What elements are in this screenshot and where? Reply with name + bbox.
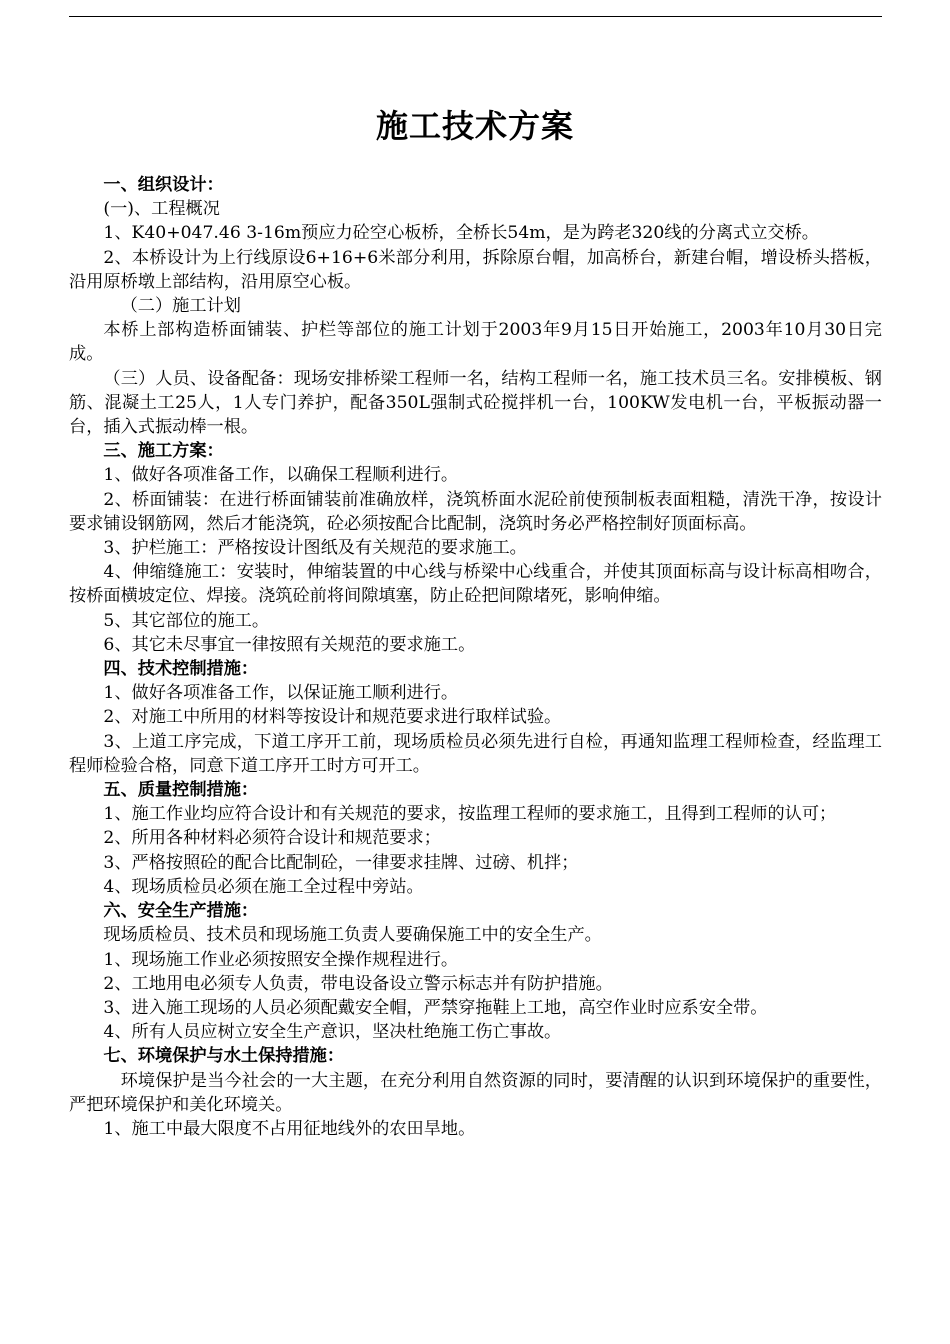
- paragraph: 1、做好各项准备工作，以确保工程顺利进行。: [103, 465, 459, 486]
- paragraph: 4、伸缩缝施工：安装时，伸缩装置的中心线与桥梁中心线重合，并使其顶面标高与设计标高相吻合，按桥面横坡定位、焊接。浇筑砼前将间隙填塞，防止砼把间隙堵死，影响伸缩。: [69, 562, 882, 607]
- paragraph: 6、其它未尽事宜一律按照有关规范的要求施工。: [103, 634, 476, 655]
- paragraph: 1、K40+047.46 3-16m预应力砼空心板桥，全桥长54m，是为跨老320线的分离式立交桥。: [103, 223, 819, 244]
- section-heading: 一、组织设计：: [103, 175, 224, 195]
- paragraph: 3、进入施工现场的人员必须配戴安全帽，严禁穿拖鞋上工地，高空作业时应系安全带。: [103, 997, 768, 1018]
- paragraph: 2、本桥设计为上行线原设6+16+6米部分利用，拆除原台帽，加高桥台，新建台帽，增设桥头搭板，沿用原桥墩上部结构，沿用原空心板。: [69, 247, 882, 292]
- paragraph: 环境保护是当今社会的一大主题，在充分利用自然资源的同时，要清醒的认识到环境保护的重要性，严把环境保护和美化环境关。: [69, 1070, 882, 1115]
- paragraph: 3、严格按照砼的配合比配制砼，一律要求挂牌、过磅、机拌；: [103, 852, 579, 873]
- paragraph: 4、现场质检员必须在施工全过程中旁站。: [103, 876, 424, 897]
- paragraph: (一)、工程概况: [103, 199, 220, 220]
- paragraph: （三）人员、设备配备：现场安排桥梁工程师一名，结构工程师一名，施工技术员三名。安排模板、钢筋、混凝土工25人，1人专门养护，配备350L强制式砼搅拌机一台，100KW发电机一台，平板振动器一台，插入式振动棒一根。: [69, 368, 882, 438]
- paragraph: 3、上道工序完成，下道工序开工前，现场质检员必须先进行自检，再通知监理工程师检查，经监理工程师检验合格，同意下道工序开工时方可开工。: [69, 731, 882, 776]
- paragraph: 本桥上部构造桥面铺装、护栏等部位的施工计划于2003年9月15日开始施工，2003年10月30日完成。: [69, 320, 883, 365]
- paragraph: 5、其它部位的施工。: [103, 610, 270, 631]
- paragraph: 2、桥面铺装：在进行桥面铺装前准确放样，浇筑桥面水泥砼前使预制板表面粗糙，清洗干净，按设计要求铺设钢筋网，然后才能浇筑，砼必须按配合比配制，浇筑时务必严格控制好顶面标高。: [69, 489, 882, 534]
- paragraph: 1、施工中最大限度不占用征地线外的农田旱地。: [103, 1118, 476, 1139]
- paragraph: 2、工地用电必须专人负责，带电设备设立警示标志并有防护措施。: [103, 973, 613, 994]
- paragraph: 3、护栏施工：严格按设计图纸及有关规范的要求施工。: [103, 538, 527, 559]
- document-title: 施工技术方案: [375, 107, 574, 145]
- section-heading: 四、技术控制措施：: [103, 659, 259, 680]
- paragraph: 1、施工作业均应符合设计和有关规范的要求，按监理工程师的要求施工，且得到工程师的认可；: [103, 804, 837, 825]
- paragraph: （二）施工计划: [120, 296, 241, 317]
- paragraph: 2、对施工中所用的材料等按设计和规范要求进行取样试验。: [103, 707, 562, 728]
- section-heading: 五、质量控制措施：: [103, 780, 259, 801]
- section-heading: 七、环境保护与水土保持措施：: [103, 1046, 345, 1067]
- paragraph: 现场质检员、技术员和现场施工负责人要确保施工中的安全生产。: [103, 925, 602, 946]
- header-rule: [69, 16, 882, 17]
- section-heading: 六、安全生产措施：: [103, 901, 259, 922]
- document-body: [69, 173, 882, 1141]
- paragraph: 1、做好各项准备工作，以保证施工顺利进行。: [103, 683, 459, 704]
- paragraph: 4、所有人员应树立安全生产意识，坚决杜绝施工伤亡事故。: [103, 1022, 562, 1043]
- section-heading: 三、施工方案：: [103, 441, 224, 462]
- paragraph: 2、所用各种材料必须符合设计和规范要求；: [103, 828, 441, 849]
- paragraph: 1、现场施工作业必须按照安全操作规程进行。: [103, 949, 459, 970]
